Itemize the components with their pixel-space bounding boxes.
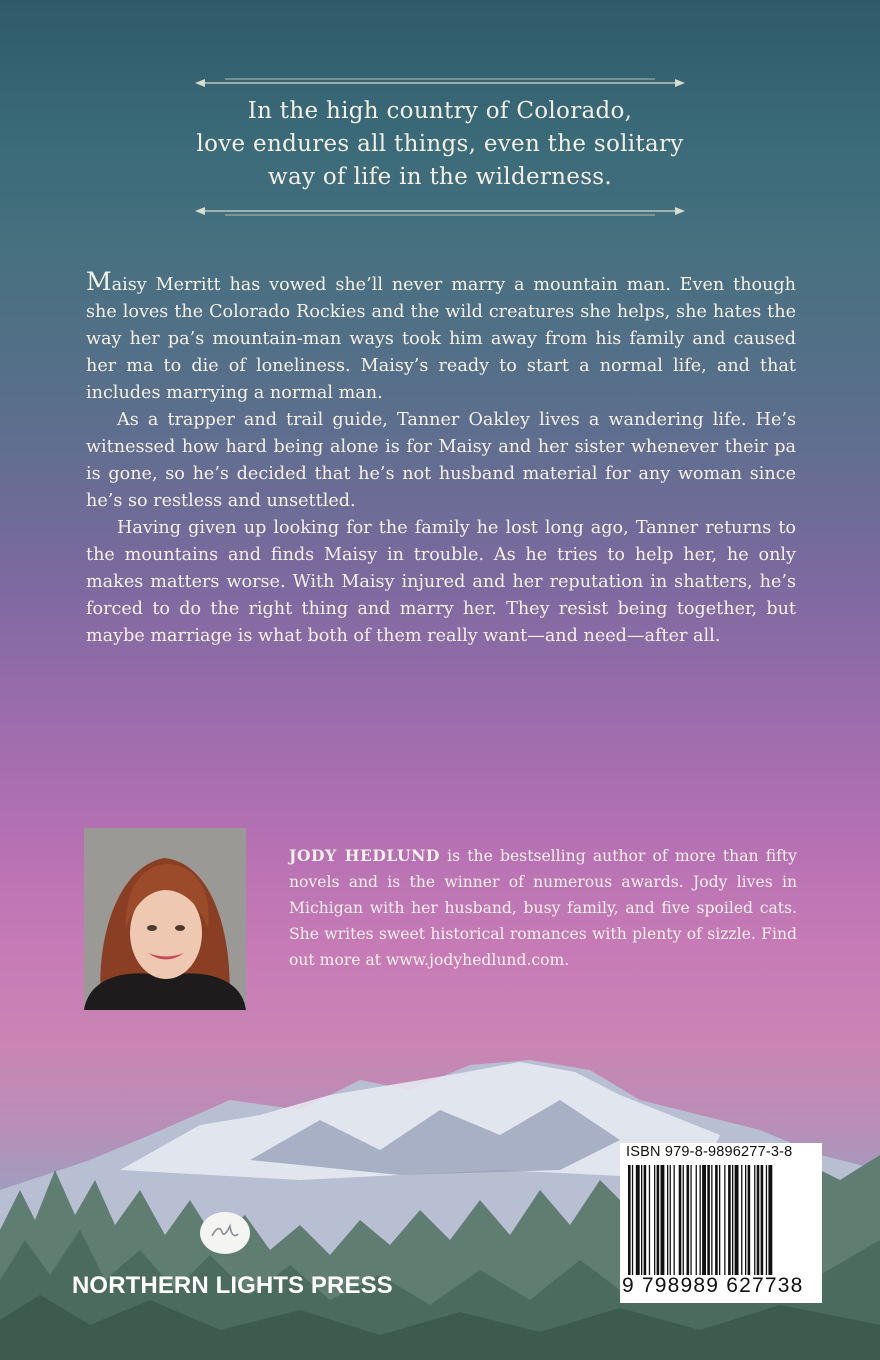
isbn-barcode bbox=[620, 1143, 822, 1303]
barcode-bar bbox=[632, 1165, 633, 1275]
barcode-bar bbox=[711, 1165, 712, 1275]
barcode-bar bbox=[657, 1165, 660, 1275]
ornament-divider-top bbox=[195, 76, 685, 90]
drop-cap: M bbox=[86, 267, 112, 296]
blurb-paragraph-1-text: aisy Merritt has vowed she’ll never marry a mountain man. Even though she loves the Colorado Rockies and the wild creatures she helps, she hates the way her pa’s mountain-man ways took him away from his family and caused her ma to die of loneliness. Maisy’s ready to start a normal life, and that includes marrying a normal man. bbox=[86, 275, 796, 403]
isbn-label: ISBN 979-8-9896277-3-8 bbox=[626, 1144, 793, 1160]
blurb-paragraph-1 bbox=[86, 267, 796, 407]
barcode-bar bbox=[728, 1165, 731, 1275]
barcode-bar bbox=[754, 1165, 755, 1275]
barcode-bar bbox=[707, 1165, 710, 1275]
barcode-bar bbox=[768, 1165, 772, 1275]
barcode-bar bbox=[674, 1165, 675, 1275]
barcode-bar bbox=[766, 1165, 767, 1275]
barcode-bar bbox=[683, 1165, 684, 1275]
barcode-bars bbox=[626, 1165, 818, 1275]
barcode-bar bbox=[696, 1165, 697, 1275]
publisher-logo bbox=[200, 1212, 250, 1254]
barcode-bar bbox=[715, 1165, 718, 1275]
barcode-bar bbox=[679, 1165, 682, 1275]
barcode-bar bbox=[735, 1165, 739, 1275]
barcode-bar bbox=[670, 1165, 671, 1275]
tagline-line-2: love endures all things, even the solitary bbox=[196, 131, 684, 157]
barcode-bar bbox=[732, 1165, 733, 1275]
barcode-bar bbox=[661, 1165, 665, 1275]
blurb-paragraph-3: Having given up looking for the family he lost long ago, Tanner returns to the mountains and finds Maisy in trouble. As he tries to help her, he only makes matters worse. With Maisy injured and her reputation in shatters, he’s forced to do the right thing and marry her. They resist being together, but maybe marriage is what both of them really want—and need—after all. bbox=[86, 518, 796, 646]
author-photo bbox=[84, 828, 246, 1010]
book-blurb bbox=[86, 267, 796, 650]
barcode-bar bbox=[667, 1165, 668, 1275]
barcode-bar bbox=[654, 1165, 655, 1275]
publisher-name: NORTHERN LIGHTS PRESS bbox=[72, 1272, 393, 1299]
author-portrait-illustration bbox=[84, 828, 246, 1010]
barcode-bar bbox=[719, 1165, 720, 1275]
barcode-bar bbox=[641, 1165, 642, 1275]
ornament-divider-bottom bbox=[195, 204, 685, 218]
barcode-bar bbox=[644, 1165, 647, 1275]
barcode-bar bbox=[702, 1165, 706, 1275]
tagline-line-3: way of life in the wilderness. bbox=[267, 164, 613, 190]
tagline-line-1: In the high country of Colorado, bbox=[247, 98, 633, 124]
author-bio bbox=[289, 843, 797, 973]
blurb-paragraph-2: As a trapper and trail guide, Tanner Oakley lives a wandering life. He’s witnessed how hard being alone is for Maisy and her sister whenever their pa is gone, so he’s decided that he’s not husband material for any woman since he’s so restless and unsettled. bbox=[86, 410, 796, 511]
barcode-bar bbox=[649, 1165, 650, 1275]
barcode-bar bbox=[761, 1165, 764, 1275]
publisher-logo-icon bbox=[200, 1212, 250, 1254]
author-name: JODY HEDLUND bbox=[289, 846, 440, 865]
author-bio-text: is the bestselling author of more than fifty novels and is the winner of numerous awards. Jody lives in Michigan with her husband, busy family, and five spoiled cats. She writes sweet historical romances with plenty of sizzle. Find out more at www.jodyhedlund.com. bbox=[289, 847, 797, 969]
barcode-bar bbox=[741, 1165, 742, 1275]
barcode-bar bbox=[636, 1165, 640, 1275]
barcode-bar bbox=[748, 1165, 751, 1275]
barcode-bar bbox=[687, 1165, 690, 1275]
barcode-bar bbox=[724, 1165, 725, 1275]
barcode-bar bbox=[690, 1165, 691, 1275]
tagline bbox=[180, 95, 700, 194]
barcode-bar bbox=[745, 1165, 746, 1275]
barcode-bar bbox=[757, 1165, 760, 1275]
barcode-digits: 9 798989 627738 bbox=[622, 1274, 804, 1297]
barcode-bar bbox=[628, 1165, 631, 1275]
barcode-bar bbox=[700, 1165, 701, 1275]
